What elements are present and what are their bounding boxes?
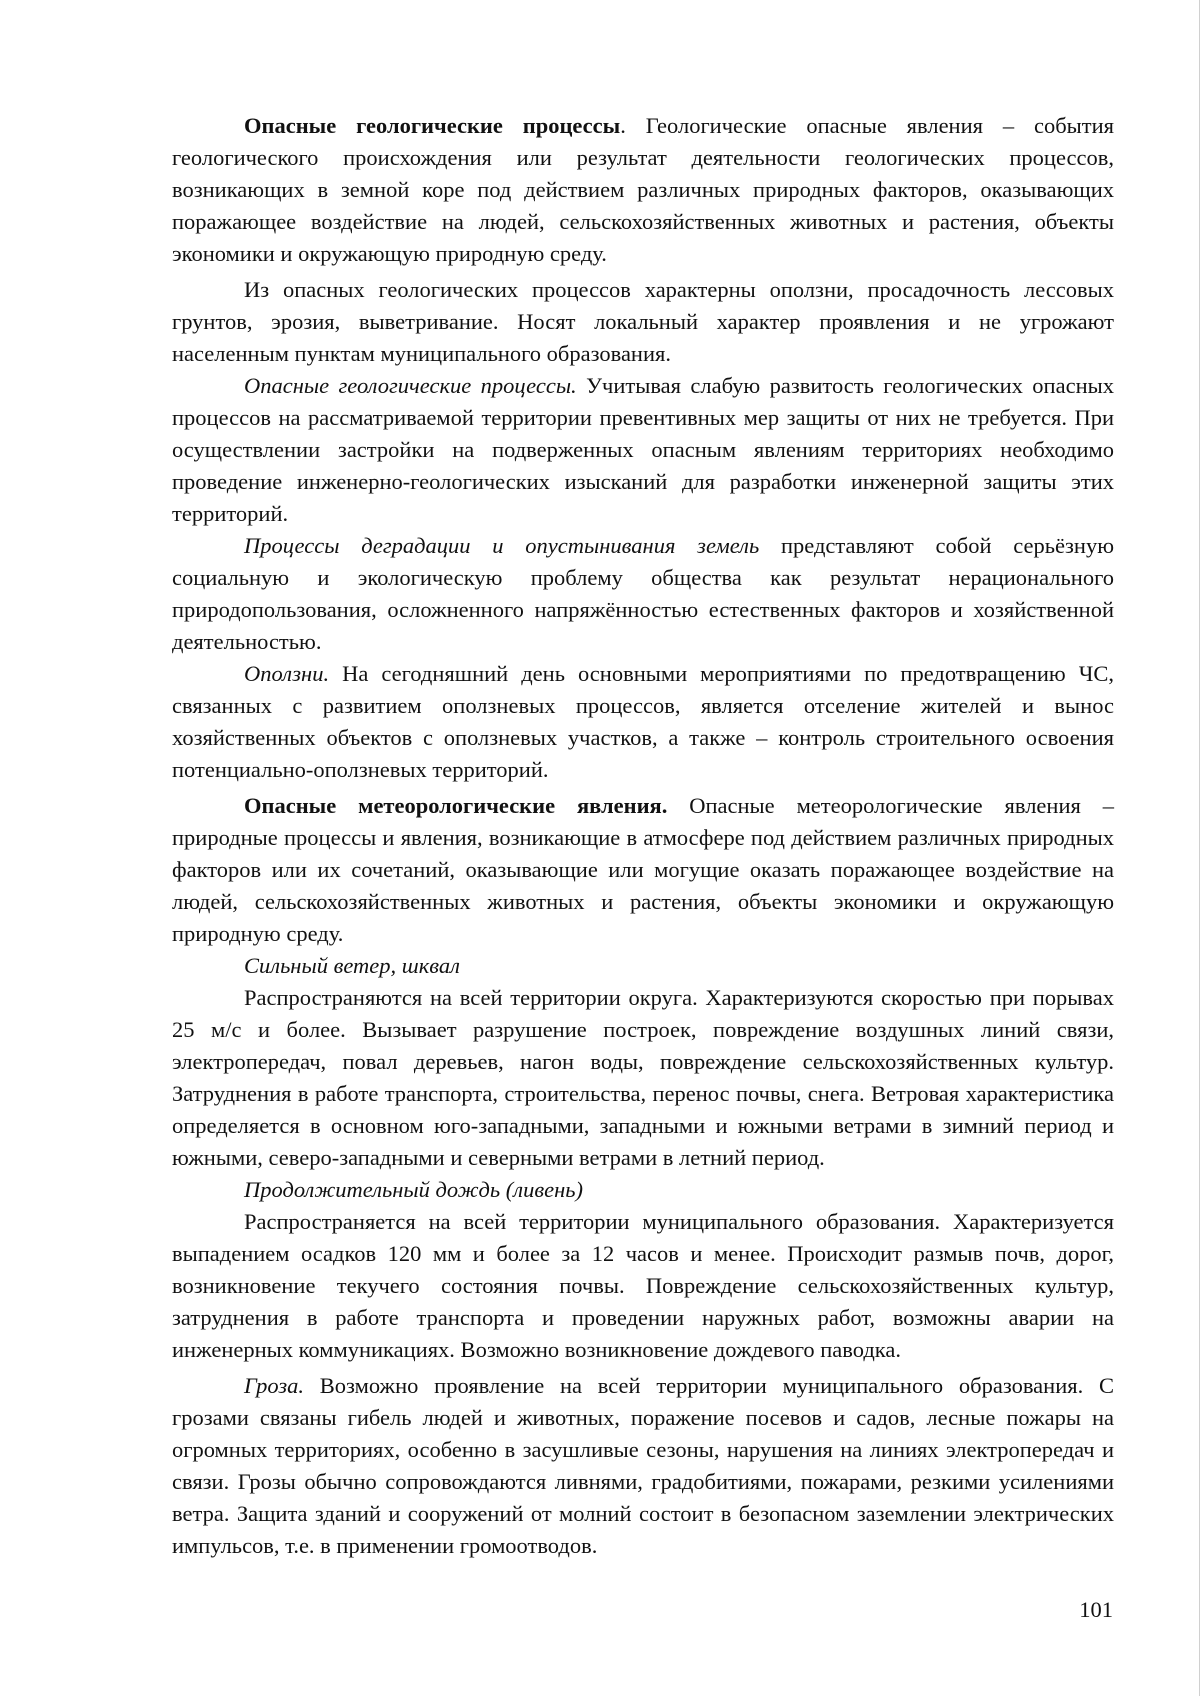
paragraph-strong-wind: [172, 982, 1114, 1174]
bold-lead: Опасные метеорологические явления.: [244, 793, 668, 818]
italic-heading: Сильный ветер, шквал: [244, 953, 460, 978]
italic-lead: Гроза.: [244, 1373, 305, 1398]
paragraph-geological-hazards: [172, 110, 1114, 270]
paragraph-heavy-rain: [172, 1206, 1114, 1366]
italic-lead: Процессы деградации и опустынивания земель: [244, 533, 760, 558]
paragraph-text: Геологические опасные явления – события геологического происхождения или результат деятельности геологических процессов, возникающих в земной коре под действием различных природных факторов, оказывающих поражающее воздействие на людей, сельскохозяйственных животных и растения, объекты экономики и окружающую природную среду.: [172, 113, 1115, 266]
paragraph-text: представляют собой серьёзную социальную и экологическую проблему общества как результат нерационального природопользования, осложненного напряжённостью естественных факторов и хозяйственной деятельностью.: [172, 533, 1114, 654]
subheading-strong-wind: [172, 950, 1114, 982]
paragraph-text: На сегодняшний день основными мероприятиями по предотвращению ЧС, связанных с развитием оползневых процессов, является отселение жителей и вынос хозяйственных объектов с оползневых участков, а также – контроль строительного освоения потенциально-оползневых территорий.: [172, 661, 1114, 782]
page-number: 101: [1079, 1597, 1113, 1622]
paragraph-text: Распространяется на всей территории муниципального образования. Характеризуется выпадением осадков 120 мм и более за 12 часов и менее. Происходит размыв почв, дорог, возникновение текучего состояния почвы. Повреждение сельскохозяйственных культур, затруднения в работе транспорта и проведении наружных работ, возможны аварии на инженерных коммуникациях. Возможно возникновение дождевого паводка.: [172, 1209, 1114, 1362]
italic-heading: Продолжительный дождь (ливень): [244, 1177, 583, 1202]
paragraph-text: Из опасных геологических процессов характерны оползни, просадочность лессовых грунтов, эрозия, выветривание. Носят локальный характер проявления и не угрожают населенным пунктам муниципального образования.: [172, 277, 1114, 366]
paragraph-text: Распространяются на всей территории округа. Характеризуются скоростью при порывах 25 м/с и более. Вызывает разрушение построек, повреждение воздушных линий связи, электропередач, повал деревьев, нагон воды, повреждение сельскохозяйственных культур. Затруднения в работе транспорта, строительства, перенос почвы, снега. Ветровая характеристика определяется в основном юго-западными, западными и южными ветрами в зимний период и южными, северо-западными и северными ветрами в летний период.: [172, 985, 1114, 1170]
paragraph-text: Учитывая слабую развитость геологических опасных процессов на рассматриваемой территории превентивных мер защиты от них не требуется. При осуществлении застройки на подверженных опасным явлениям территориях необходимо проведение инженерно-геологических изысканий для разработки инженерной защиты этих территорий.: [172, 373, 1114, 526]
paragraph-text: Возможно проявление на всей территории муниципального образования. С грозами связаны гибель людей и животных, поражение посевов и садов, лесные пожары на огромных территориях, особенно в засушливые сезоны, нарушения на линиях электропередач и связи. Грозы обычно сопровождаются ливнями, градобитиями, пожарами, резкими усилениями ветра. Защита зданий и сооружений от молний состоит в безопасном заземлении электрических импульсов, т.е. в применении громоотводов.: [172, 1373, 1114, 1558]
page-body: [172, 110, 1114, 1562]
paragraph-land-degradation: [172, 530, 1114, 658]
paragraph-text: Опасные метеорологические явления – природные процессы и явления, возникающие в атмосфере под действием различных природных факторов или их сочетаний, оказывающие или могущие оказать поражающее воздействие на людей, сельскохозяйственных животных и растения, объекты экономики и окружающую природную среду.: [172, 793, 1114, 946]
bold-lead: Опасные геологические процессы: [244, 113, 621, 138]
paragraph-thunderstorm: [172, 1370, 1114, 1562]
paragraph-meteorological-hazards: [172, 790, 1114, 950]
italic-lead: Опасные геологические процессы.: [244, 373, 577, 398]
lead-period: .: [620, 113, 626, 138]
italic-lead: Оползни.: [244, 661, 330, 686]
paragraph-landslides: [172, 658, 1114, 786]
paragraph-geological-protection: [172, 370, 1114, 530]
paragraph-geological-types: [172, 274, 1114, 370]
subheading-heavy-rain: [172, 1174, 1114, 1206]
